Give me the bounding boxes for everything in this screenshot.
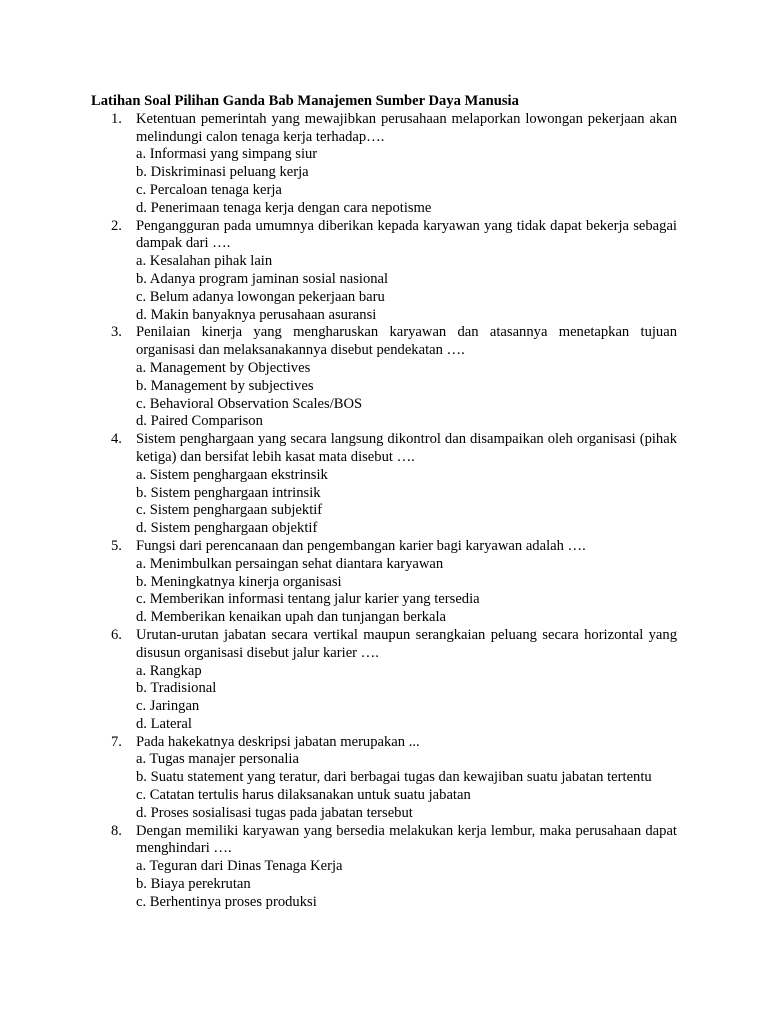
answer-option: d. Proses sosialisasi tugas pada jabatan tersebut [136,804,413,821]
answer-option: c. Belum adanya lowongan pekerjaan baru [136,288,385,305]
question-text: Penilaian kinerja yang mengharuskan karyawan dan atasannya menetapkan tujuan organisasi dan melaksanakannya disebut pendekatan …. [136,324,677,359]
answer-option: d. Penerimaan tenaga kerja dengan cara nepotisme [136,199,432,216]
answer-option: b. Biaya perekrutan [136,876,251,893]
question-text: Pengangguran pada umumnya diberikan kepada karyawan yang tidak dapat bekerja sebagai dampak dari …. [136,217,677,252]
question-number: 3. [111,324,122,341]
answer-option: b. Diskriminasi peluang kerja [136,164,309,181]
answer-option: c. Berhentinya proses produksi [136,893,317,910]
question-text: Fungsi dari perencanaan dan pengembangan karier bagi karyawan adalah …. [136,537,586,554]
question-number: 7. [111,733,122,750]
document-body [91,93,677,912]
answer-option: c. Memberikan informasi tentang jalur karier yang tersedia [136,591,480,608]
question-text: Dengan memiliki karyawan yang bersedia melakukan kerja lembur, maka perusahaan dapat menghindari …. [136,822,677,857]
question-text: Ketentuan pemerintah yang mewajibkan perusahaan melaporkan lowongan pekerjaan akan melindungi calon tenaga kerja terhadap…. [136,110,677,145]
answer-option: d. Sistem penghargaan objektif [136,520,318,537]
question-number: 5. [111,537,122,554]
question-number: 1. [111,110,122,127]
answer-option: d. Lateral [136,715,192,732]
question-text: Pada hakekatnya deskripsi jabatan merupakan ... [136,733,420,750]
answer-option: a. Kesalahan pihak lain [136,253,273,270]
question-number: 2. [111,217,122,234]
answer-option: a. Sistem penghargaan ekstrinsik [136,466,328,483]
answer-option: b. Management by subjectives [136,377,314,394]
answer-option: d. Paired Comparison [136,413,263,430]
answer-option: d. Makin banyaknya perusahaan asuransi [136,306,377,323]
answer-option: b. Suatu statement yang teratur, dari berbagai tugas dan kewajiban suatu jabatan tertentu [136,769,652,786]
answer-option: c. Jaringan [136,698,200,715]
answer-option: d. Memberikan kenaikan upah dan tunjangan berkala [136,609,447,626]
answer-option: a. Rangkap [136,662,202,679]
answer-option: c. Catatan tertulis harus dilaksanakan untuk suatu jabatan [136,787,471,804]
question-item [91,111,677,218]
answer-option: a. Management by Objectives [136,359,311,376]
question-text: Sistem penghargaan yang secara langsung dikontrol dan disampaikan oleh organisasi (pihak ketiga) dan bersifat lebih kasat mata disebut …. [136,431,677,465]
answer-option: c. Percaloan tenaga kerja [136,181,282,198]
question-item [91,431,677,538]
answer-option: a. Teguran dari Dinas Tenaga Kerja [136,858,343,875]
question-item [91,538,677,627]
question-item [91,218,677,325]
question-number: 4. [111,431,122,448]
answer-option: b. Meningkatnya kinerja organisasi [136,573,342,590]
answer-option: b. Sistem penghargaan intrinsik [136,484,321,501]
question-number: 8. [111,822,122,839]
document-title: Latihan Soal Pilihan Ganda Bab Manajemen Sumber Daya Manusia [91,93,519,109]
answer-option: b. Adanya program jaminan sosial nasional [136,270,389,287]
answer-option: a. Menimbulkan persaingan sehat diantara karyawan [136,555,444,572]
question-item [91,823,677,912]
question-text: Urutan-urutan jabatan secara vertikal maupun serangkaian peluang secara horizontal yang disusun organisasi disebut jalur karier …. [136,626,677,661]
answer-option: c. Sistem penghargaan subjektif [136,502,323,519]
answer-option: b. Tradisional [136,680,217,697]
question-item [91,324,677,431]
answer-option: c. Behavioral Observation Scales/BOS [136,395,363,412]
question-number: 6. [111,626,122,643]
question-item [91,627,677,734]
question-item [91,734,677,823]
answer-option: a. Tugas manajer personalia [136,751,299,768]
answer-option: a. Informasi yang simpang siur [136,146,318,163]
question-list [91,111,677,912]
